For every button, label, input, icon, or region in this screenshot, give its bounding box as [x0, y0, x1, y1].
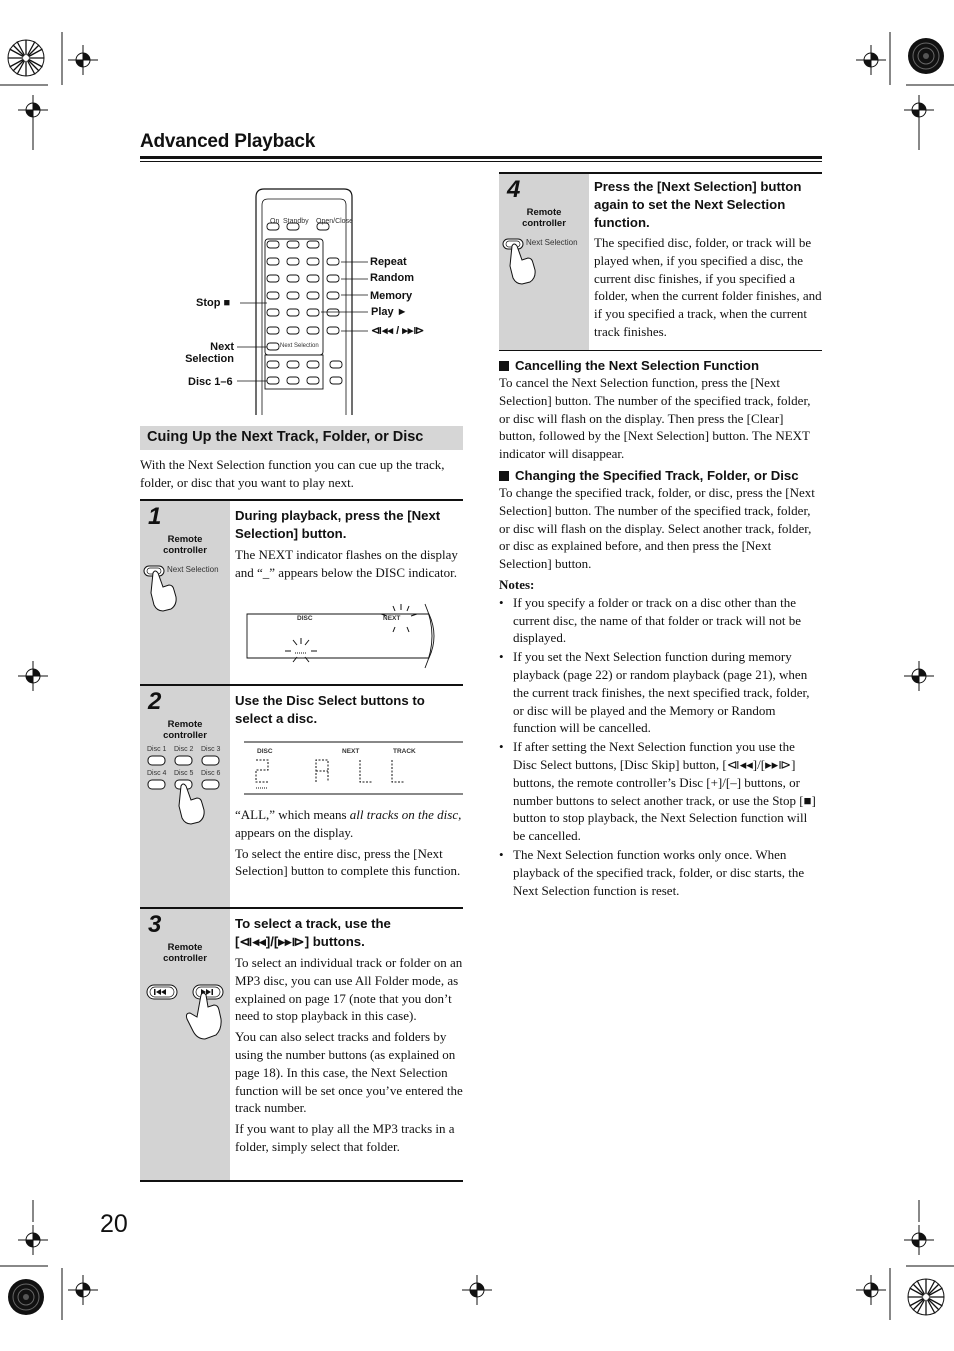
step-4-number: 4: [507, 176, 521, 203]
disc-2-label: Disc 2: [174, 746, 194, 753]
disc-1-label: Disc 1: [147, 746, 167, 753]
step-1: [140, 499, 463, 685]
disc-4-label: Disc 4: [147, 770, 167, 777]
step-2-body-2: To select the entire disc, press the [Next Selection] button to complete this function.: [235, 845, 461, 879]
header-rule-thin: [140, 161, 822, 162]
step-2: [140, 684, 463, 908]
display-disc-indicator: DISC: [297, 615, 313, 622]
step-4-title: Press the [Next Selection] button again to set the Next Selection function.: [594, 179, 802, 230]
step-3-title: To select a track, use the [⧏◂◂]/[▸▸⧐] buttons.: [235, 916, 391, 949]
notes-list: [499, 594, 822, 900]
next-selection-label: Next Selection: [185, 341, 234, 365]
step-1-number: 1: [148, 503, 162, 530]
notes-heading: Notes:: [499, 576, 535, 592]
subsection-heading-bar: [140, 426, 463, 450]
header-rule: [140, 156, 822, 159]
note-item: • If after setting the Next Selection function you use the Disc Select buttons, [Disc Skip] button, [⧏◂◂]/[▸▸⧐] buttons, the remote controller’s Disc [+]/[–] buttons, or number buttons to select another track, or use the Stop [■] button to stop playback, the Next Selection function will be cancelled.: [499, 738, 822, 845]
step-3-body-1: To select an individual track or folder on an MP3 disc, you can use All Folder mode, as explained on page 17 (note that you don’t need to stop playback in this case).: [235, 955, 463, 1024]
step-2-title: Use the Disc Select buttons to select a disc.: [235, 693, 425, 726]
skip-label: ⧏◂◂ / ▸▸⧐: [371, 325, 425, 337]
page-number: 20: [100, 1210, 128, 1238]
change-heading: Changing the Specified Track, Folder, or Disc: [499, 468, 822, 483]
disc-1-6-label: Disc 1–6: [188, 376, 233, 388]
step-2-number: 2: [148, 688, 162, 715]
step-3-body-2: You can also select tracks and folders by using the number buttons (as explained on page 18). In this case, the Next Selection function will be set once you’ve entered the track number.: [235, 1029, 463, 1116]
change-body: To change the specified track, folder, or disc, press the [Next Selection] button. The number of the specified track, folder, or disc will flash on the display. Select another track, folder, or disc as explained before, and then press the [Next Selection] button.: [499, 484, 815, 572]
remote-controller-figure: [140, 183, 463, 415]
disc-5-label: Disc 5: [174, 770, 194, 777]
remote-controller-caption: Remote controller: [163, 719, 207, 741]
step-3: [140, 907, 463, 1182]
disc-6-label: Disc 6: [201, 770, 221, 777]
next-selection-button-label: Next Selection: [167, 565, 219, 574]
display-next-indicator: NEXT: [383, 615, 401, 622]
note-item: • If you set the Next Selection function during memory playback (page 22) or random playback (page 21), when the current track finishes, the next specified track, folder, or disc will be played and the Memory or Random function will be cancelled.: [499, 648, 822, 737]
display-text: [316, 760, 318, 761]
skip-buttons-finger-icon: [145, 983, 230, 1047]
note-item: • If you specify a folder or track on a disc other than the current disc, the name of that folder or track will not be displayed.: [499, 594, 822, 647]
cancel-heading: Cancelling the Next Selection Function: [499, 358, 822, 373]
step-2-body-1: “ALL,” which means all tracks on the disc, appears on the display.: [235, 807, 462, 840]
open-close-label: Open/Close: [316, 218, 353, 225]
display-disc-indicator: DISC: [257, 748, 273, 755]
on-label: On: [270, 218, 280, 225]
repeat-label: Repeat: [370, 256, 407, 268]
remote-controller-caption: Remote controller: [163, 942, 207, 964]
intro-paragraph: With the Next Selection function you can cue up the track, folder, or disc that you want to play next.: [140, 457, 445, 490]
standby-label: Standby: [283, 218, 309, 225]
display-illustration-next: [243, 602, 465, 670]
next-selection-tiny-label: Next Selection: [280, 343, 319, 349]
remote-controller-caption: Remote controller: [522, 207, 566, 229]
right-column: [499, 358, 822, 900]
display-next-indicator: NEXT: [342, 748, 360, 755]
step-1-title: During playback, press the [Next Selection] button.: [235, 508, 441, 541]
disc-buttons-finger-icon: [145, 754, 230, 834]
step-4: [499, 172, 822, 351]
disc-3-label: Disc 3: [201, 746, 221, 753]
step-4-body: The specified disc, folder, or track will be played when, if you specified a disc, the current disc finishes, if you specified a folder, when the current folder finishes, and if you specified a track, when the current track finishes.: [594, 235, 822, 339]
display-illustration-all: [236, 738, 463, 798]
section-title: Advanced Playback: [140, 131, 316, 152]
remote-controller-caption: Remote controller: [163, 534, 207, 556]
next-selection-button-label: Next Selection: [526, 238, 578, 247]
step-3-number: 3: [148, 911, 162, 938]
play-label: Play ►: [371, 306, 408, 318]
memory-label: Memory: [370, 290, 413, 302]
stop-label: Stop ■: [196, 297, 231, 309]
step-3-body-3: If you want to play all the MP3 tracks in a folder, simply select that folder.: [235, 1121, 455, 1154]
subsection-heading: Cuing Up the Next Track, Folder, or Disc: [147, 429, 424, 445]
step-1-body: The NEXT indicator flashes on the display and “_” appears below the DISC indicator.: [235, 547, 458, 580]
random-label: Random: [370, 272, 414, 284]
note-item: • The Next Selection function works only once. When playback of the specified track, folder, or disc starts, the Next Selection function is reset.: [499, 846, 822, 899]
display-digit: [256, 760, 257, 761]
display-track-indicator: TRACK: [393, 748, 416, 755]
cancel-body: To cancel the Next Selection function, press the [Next Selection] button. The number of the specified track, folder, or disc will flash on the display. Then press the [Clear] button, followed by the [Next Selection] button. The NEXT indicator will disappear.: [499, 375, 811, 462]
